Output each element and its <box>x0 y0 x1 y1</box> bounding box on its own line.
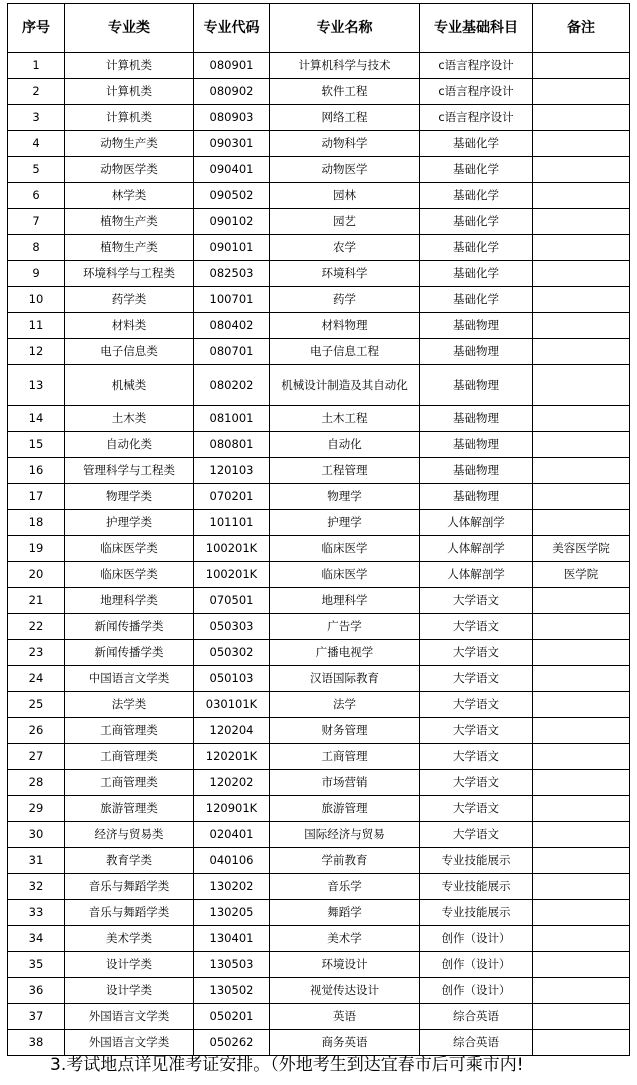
table-row <box>8 432 630 458</box>
cell-major-name: 音乐学 <box>270 874 420 900</box>
cell-major-name: 土木工程 <box>270 406 420 432</box>
cell-code: 130205 <box>194 900 270 926</box>
cell-index: 35 <box>8 952 65 978</box>
cell-base-subject: 基础物理 <box>420 313 533 339</box>
table-body <box>8 53 630 1056</box>
cell-index: 15 <box>8 432 65 458</box>
table-row <box>8 209 630 235</box>
cell-major-name: 广告学 <box>270 614 420 640</box>
table-row <box>8 718 630 744</box>
cell-base-subject: 基础物理 <box>420 339 533 365</box>
cell-remarks <box>533 666 630 692</box>
cell-category: 新闻传播学类 <box>65 614 194 640</box>
cell-code: 081001 <box>194 406 270 432</box>
cell-code: 090401 <box>194 157 270 183</box>
cell-category: 动物医学类 <box>65 157 194 183</box>
cell-index: 32 <box>8 874 65 900</box>
cell-category: 旅游管理类 <box>65 796 194 822</box>
table-row <box>8 131 630 157</box>
cell-remarks <box>533 458 630 484</box>
cell-remarks <box>533 926 630 952</box>
cell-index: 7 <box>8 209 65 235</box>
cell-major-name: 财务管理 <box>270 718 420 744</box>
cell-base-subject: 创作（设计） <box>420 926 533 952</box>
cell-remarks <box>533 900 630 926</box>
table-row <box>8 562 630 588</box>
cell-major-name: 地理科学 <box>270 588 420 614</box>
cell-base-subject: 大学语文 <box>420 614 533 640</box>
cell-index: 33 <box>8 900 65 926</box>
cell-category: 药学类 <box>65 287 194 313</box>
cell-major-name: 市场营销 <box>270 770 420 796</box>
cell-remarks <box>533 235 630 261</box>
cell-base-subject: 基础化学 <box>420 183 533 209</box>
cell-base-subject: 创作（设计） <box>420 952 533 978</box>
cell-category: 动物生产类 <box>65 131 194 157</box>
cell-major-name: 机械设计制造及其自动化 <box>270 365 420 406</box>
table-row <box>8 510 630 536</box>
cell-index: 17 <box>8 484 65 510</box>
cell-category: 计算机类 <box>65 53 194 79</box>
cell-category: 音乐与舞蹈学类 <box>65 900 194 926</box>
cell-base-subject: c语言程序设计 <box>420 105 533 131</box>
cell-category: 植物生产类 <box>65 235 194 261</box>
cell-remarks <box>533 209 630 235</box>
table-header-row <box>8 4 630 53</box>
cell-remarks: 医学院 <box>533 562 630 588</box>
cell-base-subject: 基础化学 <box>420 235 533 261</box>
cell-remarks <box>533 822 630 848</box>
table-row <box>8 235 630 261</box>
cell-remarks <box>533 640 630 666</box>
cell-major-name: 动物医学 <box>270 157 420 183</box>
cell-category: 外国语言文学类 <box>65 1030 194 1056</box>
cell-remarks <box>533 614 630 640</box>
table-row <box>8 978 630 1004</box>
cell-index: 2 <box>8 79 65 105</box>
cell-category: 环境科学与工程类 <box>65 261 194 287</box>
cell-index: 14 <box>8 406 65 432</box>
cell-remarks <box>533 131 630 157</box>
cell-remarks <box>533 1004 630 1030</box>
cell-base-subject: 基础物理 <box>420 432 533 458</box>
cell-remarks <box>533 744 630 770</box>
cell-code: 120201K <box>194 744 270 770</box>
table-row <box>8 952 630 978</box>
cell-code: 090502 <box>194 183 270 209</box>
cell-code: 070501 <box>194 588 270 614</box>
cell-major-name: 临床医学 <box>270 536 420 562</box>
table-row <box>8 157 630 183</box>
cell-remarks <box>533 718 630 744</box>
cell-code: 120901K <box>194 796 270 822</box>
cell-remarks: 美容医学院 <box>533 536 630 562</box>
cell-code: 100701 <box>194 287 270 313</box>
cell-remarks <box>533 261 630 287</box>
cell-code: 050303 <box>194 614 270 640</box>
cell-index: 6 <box>8 183 65 209</box>
cell-remarks <box>533 183 630 209</box>
cell-remarks <box>533 874 630 900</box>
cell-remarks <box>533 588 630 614</box>
cell-index: 1 <box>8 53 65 79</box>
cell-base-subject: 专业技能展示 <box>420 900 533 926</box>
cell-index: 21 <box>8 588 65 614</box>
cell-major-name: 学前教育 <box>270 848 420 874</box>
cell-major-name: 旅游管理 <box>270 796 420 822</box>
cell-remarks <box>533 53 630 79</box>
cell-code: 080903 <box>194 105 270 131</box>
cell-category: 工商管理类 <box>65 770 194 796</box>
header-cell-base-subject: 专业基础科目 <box>420 4 533 53</box>
cell-code: 080701 <box>194 339 270 365</box>
cell-base-subject: 综合英语 <box>420 1004 533 1030</box>
cell-major-name: 广播电视学 <box>270 640 420 666</box>
cell-code: 130503 <box>194 952 270 978</box>
cell-code: 130401 <box>194 926 270 952</box>
cell-category: 机械类 <box>65 365 194 406</box>
table-row <box>8 183 630 209</box>
cell-category: 电子信息类 <box>65 339 194 365</box>
cell-remarks <box>533 484 630 510</box>
cell-remarks <box>533 79 630 105</box>
cell-category: 设计学类 <box>65 978 194 1004</box>
cell-code: 080902 <box>194 79 270 105</box>
table-row <box>8 406 630 432</box>
table-row <box>8 614 630 640</box>
cell-major-name: 视觉传达设计 <box>270 978 420 1004</box>
cell-major-name: 临床医学 <box>270 562 420 588</box>
cell-base-subject: 大学语文 <box>420 744 533 770</box>
cell-index: 34 <box>8 926 65 952</box>
cell-index: 18 <box>8 510 65 536</box>
cell-major-name: 软件工程 <box>270 79 420 105</box>
cell-category: 临床医学类 <box>65 536 194 562</box>
cell-category: 经济与贸易类 <box>65 822 194 848</box>
cell-major-name: 环境设计 <box>270 952 420 978</box>
cell-code: 120202 <box>194 770 270 796</box>
cell-code: 090301 <box>194 131 270 157</box>
cell-category: 新闻传播学类 <box>65 640 194 666</box>
cell-major-name: 环境科学 <box>270 261 420 287</box>
cell-code: 020401 <box>194 822 270 848</box>
cell-category: 护理学类 <box>65 510 194 536</box>
cell-major-name: 国际经济与贸易 <box>270 822 420 848</box>
cell-index: 8 <box>8 235 65 261</box>
header-cell-remarks: 备注 <box>533 4 630 53</box>
cell-major-name: 英语 <box>270 1004 420 1030</box>
table-row <box>8 744 630 770</box>
table-row <box>8 640 630 666</box>
cell-major-name: 材料物理 <box>270 313 420 339</box>
cell-code: 130202 <box>194 874 270 900</box>
cell-remarks <box>533 339 630 365</box>
cell-major-name: 法学 <box>270 692 420 718</box>
cell-category: 工商管理类 <box>65 744 194 770</box>
cell-code: 080202 <box>194 365 270 406</box>
cell-index: 28 <box>8 770 65 796</box>
cell-base-subject: 基础化学 <box>420 261 533 287</box>
table-row <box>8 339 630 365</box>
cell-code: 100201K <box>194 562 270 588</box>
cell-base-subject: 基础化学 <box>420 157 533 183</box>
cell-base-subject: 基础物理 <box>420 484 533 510</box>
cell-major-name: 汉语国际教育 <box>270 666 420 692</box>
table-row <box>8 770 630 796</box>
cell-index: 37 <box>8 1004 65 1030</box>
cell-base-subject: 大学语文 <box>420 796 533 822</box>
cell-base-subject: 人体解剖学 <box>420 536 533 562</box>
cell-index: 30 <box>8 822 65 848</box>
cell-base-subject: 专业技能展示 <box>420 848 533 874</box>
table-row <box>8 536 630 562</box>
cell-code: 030101K <box>194 692 270 718</box>
cell-index: 38 <box>8 1030 65 1056</box>
major-table <box>7 3 630 1056</box>
cell-remarks <box>533 365 630 406</box>
cell-major-name: 药学 <box>270 287 420 313</box>
cell-category: 材料类 <box>65 313 194 339</box>
cell-code: 050302 <box>194 640 270 666</box>
cell-index: 29 <box>8 796 65 822</box>
cell-category: 工商管理类 <box>65 718 194 744</box>
table-row <box>8 484 630 510</box>
cell-remarks <box>533 952 630 978</box>
cell-index: 36 <box>8 978 65 1004</box>
cell-remarks <box>533 406 630 432</box>
table-row <box>8 313 630 339</box>
table-row <box>8 692 630 718</box>
table-row <box>8 458 630 484</box>
cell-base-subject: 人体解剖学 <box>420 510 533 536</box>
cell-major-name: 工商管理 <box>270 744 420 770</box>
cell-index: 16 <box>8 458 65 484</box>
cell-code: 090101 <box>194 235 270 261</box>
table-row <box>8 79 630 105</box>
cell-base-subject: 大学语文 <box>420 640 533 666</box>
table-row <box>8 900 630 926</box>
cell-major-name: 计算机科学与技术 <box>270 53 420 79</box>
cell-code: 100201K <box>194 536 270 562</box>
table-row <box>8 365 630 406</box>
cell-code: 050201 <box>194 1004 270 1030</box>
table-row <box>8 848 630 874</box>
cell-major-name: 美术学 <box>270 926 420 952</box>
cell-major-name: 网络工程 <box>270 105 420 131</box>
cell-remarks <box>533 432 630 458</box>
cell-base-subject: 基础物理 <box>420 406 533 432</box>
cell-index: 25 <box>8 692 65 718</box>
cell-index: 24 <box>8 666 65 692</box>
cell-category: 植物生产类 <box>65 209 194 235</box>
cell-index: 20 <box>8 562 65 588</box>
cell-code: 080402 <box>194 313 270 339</box>
cell-index: 22 <box>8 614 65 640</box>
cell-base-subject: 大学语文 <box>420 822 533 848</box>
cell-index: 23 <box>8 640 65 666</box>
cell-remarks <box>533 770 630 796</box>
cell-category: 计算机类 <box>65 105 194 131</box>
cell-code: 130502 <box>194 978 270 1004</box>
cell-category: 临床医学类 <box>65 562 194 588</box>
table-row <box>8 287 630 313</box>
table-row <box>8 261 630 287</box>
cell-category: 物理学类 <box>65 484 194 510</box>
cell-base-subject: c语言程序设计 <box>420 53 533 79</box>
cell-base-subject: 人体解剖学 <box>420 562 533 588</box>
cell-remarks <box>533 978 630 1004</box>
cell-base-subject: 基础物理 <box>420 458 533 484</box>
cell-code: 080901 <box>194 53 270 79</box>
cell-base-subject: 大学语文 <box>420 718 533 744</box>
cell-category: 中国语言文学类 <box>65 666 194 692</box>
cell-category: 自动化类 <box>65 432 194 458</box>
table-row <box>8 796 630 822</box>
table-row <box>8 874 630 900</box>
cell-code: 080801 <box>194 432 270 458</box>
cell-category: 地理科学类 <box>65 588 194 614</box>
cell-remarks <box>533 1030 630 1056</box>
cell-index: 27 <box>8 744 65 770</box>
cell-major-name: 自动化 <box>270 432 420 458</box>
cell-major-name: 动物科学 <box>270 131 420 157</box>
cell-category: 音乐与舞蹈学类 <box>65 874 194 900</box>
cell-index: 26 <box>8 718 65 744</box>
cell-code: 090102 <box>194 209 270 235</box>
table-row <box>8 666 630 692</box>
footer-note: 3.考试地点详见准考证安排。（外地考生到达宜春市后可乘市内! <box>50 1055 524 1075</box>
header-cell-category: 专业类 <box>65 4 194 53</box>
table-row <box>8 588 630 614</box>
cell-base-subject: 基础物理 <box>420 365 533 406</box>
cell-code: 040106 <box>194 848 270 874</box>
cell-major-name: 电子信息工程 <box>270 339 420 365</box>
cell-base-subject: 基础化学 <box>420 209 533 235</box>
cell-major-name: 园林 <box>270 183 420 209</box>
cell-index: 5 <box>8 157 65 183</box>
cell-major-name: 物理学 <box>270 484 420 510</box>
cell-index: 10 <box>8 287 65 313</box>
cell-index: 3 <box>8 105 65 131</box>
header-cell-major-name: 专业名称 <box>270 4 420 53</box>
cell-remarks <box>533 287 630 313</box>
cell-category: 教育学类 <box>65 848 194 874</box>
header-cell-index: 序号 <box>8 4 65 53</box>
cell-remarks <box>533 692 630 718</box>
cell-code: 050103 <box>194 666 270 692</box>
cell-category: 法学类 <box>65 692 194 718</box>
cell-major-name: 商务英语 <box>270 1030 420 1056</box>
cell-remarks <box>533 157 630 183</box>
table-row <box>8 105 630 131</box>
cell-remarks <box>533 510 630 536</box>
cell-base-subject: 大学语文 <box>420 666 533 692</box>
cell-remarks <box>533 796 630 822</box>
cell-category: 美术学类 <box>65 926 194 952</box>
cell-index: 31 <box>8 848 65 874</box>
table-row <box>8 53 630 79</box>
table-row <box>8 822 630 848</box>
cell-base-subject: 综合英语 <box>420 1030 533 1056</box>
cell-remarks <box>533 105 630 131</box>
cell-base-subject: 专业技能展示 <box>420 874 533 900</box>
cell-major-name: 工程管理 <box>270 458 420 484</box>
cell-base-subject: 大学语文 <box>420 588 533 614</box>
cell-code: 070201 <box>194 484 270 510</box>
cell-major-name: 园艺 <box>270 209 420 235</box>
cell-category: 计算机类 <box>65 79 194 105</box>
cell-code: 101101 <box>194 510 270 536</box>
cell-index: 9 <box>8 261 65 287</box>
cell-category: 林学类 <box>65 183 194 209</box>
cell-major-name: 舞蹈学 <box>270 900 420 926</box>
table-row <box>8 1004 630 1030</box>
cell-code: 082503 <box>194 261 270 287</box>
cell-index: 19 <box>8 536 65 562</box>
cell-category: 外国语言文学类 <box>65 1004 194 1030</box>
header-cell-code: 专业代码 <box>194 4 270 53</box>
cell-index: 12 <box>8 339 65 365</box>
cell-code: 120103 <box>194 458 270 484</box>
table-row <box>8 926 630 952</box>
cell-index: 4 <box>8 131 65 157</box>
cell-code: 120204 <box>194 718 270 744</box>
cell-base-subject: 创作（设计） <box>420 978 533 1004</box>
cell-base-subject: 基础化学 <box>420 287 533 313</box>
cell-category: 管理科学与工程类 <box>65 458 194 484</box>
cell-base-subject: c语言程序设计 <box>420 79 533 105</box>
cell-remarks <box>533 313 630 339</box>
cell-base-subject: 大学语文 <box>420 692 533 718</box>
cell-remarks <box>533 848 630 874</box>
cell-major-name: 护理学 <box>270 510 420 536</box>
cell-base-subject: 基础化学 <box>420 131 533 157</box>
cell-category: 土木类 <box>65 406 194 432</box>
cell-index: 11 <box>8 313 65 339</box>
cell-major-name: 农学 <box>270 235 420 261</box>
cell-category: 设计学类 <box>65 952 194 978</box>
cell-code: 050262 <box>194 1030 270 1056</box>
table-row <box>8 1030 630 1056</box>
cell-base-subject: 大学语文 <box>420 770 533 796</box>
cell-index: 13 <box>8 365 65 406</box>
